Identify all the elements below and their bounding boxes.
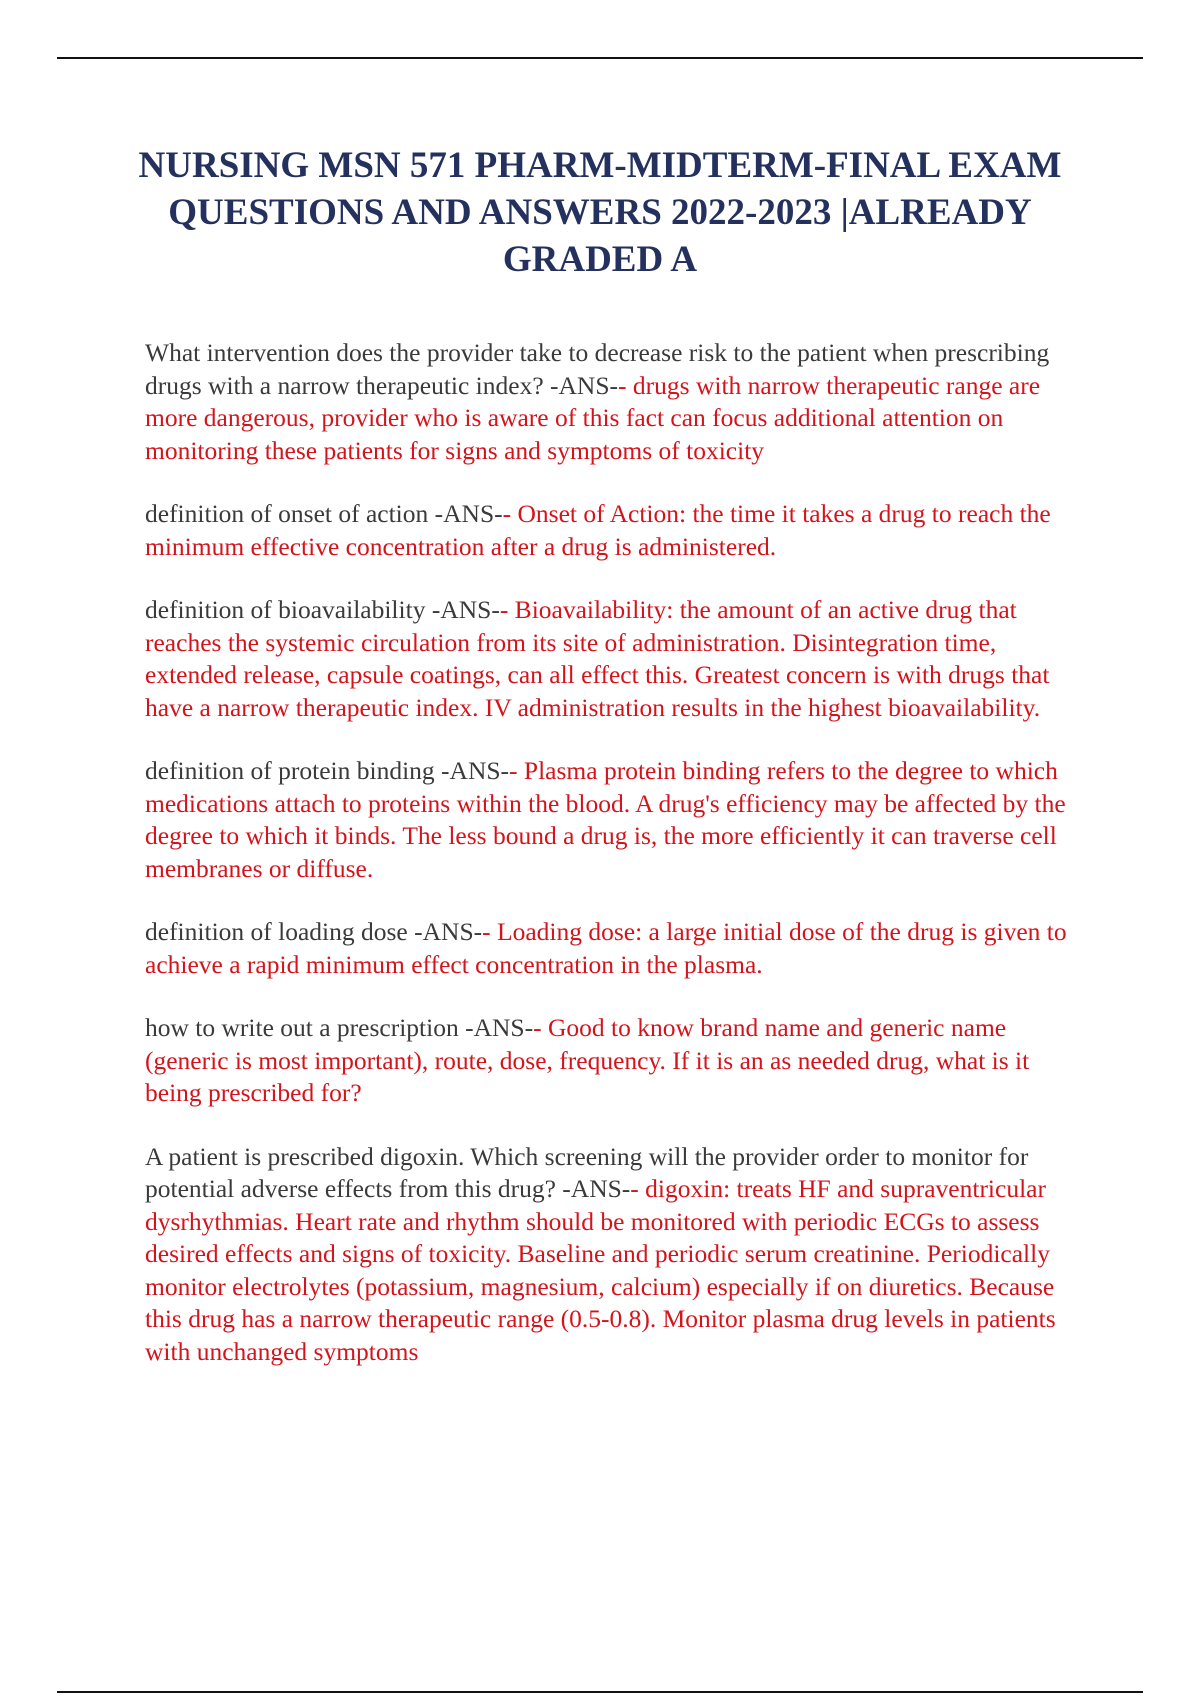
- question-text: definition of bioavailability -ANS-: [145, 595, 500, 624]
- answer-text: - drugs with narrow therapeutic range are more dangerous, provider who is aware of this fact can focus additional attention on monitoring these patients for signs and symptoms of toxicity: [145, 370, 1041, 465]
- qa-item: [145, 594, 1090, 724]
- answer-text: - Plasma protein binding refers to the degree to which medications attach to proteins within the blood. A drug's efficiency may be affected by the degree to which it binds. The less bound a drug is, the more efficiently it can traverse cell membranes or diffuse.: [145, 756, 1066, 883]
- qa-item: [145, 1141, 1090, 1369]
- answer-text: - Onset of Action: the time it takes a drug to reach the minimum effective concentration after a drug is administered.: [145, 499, 1051, 561]
- qa-item: [145, 755, 1090, 885]
- page-title: NURSING MSN 571 PHARM-MIDTERM-FINAL EXAM QUESTIONS AND ANSWERS 2022-2023 |ALREADY GRADED A: [138, 145, 1062, 280]
- question-text: A patient is prescribed digoxin. Which screening will the provider order to monitor for potential adverse effects from this drug? -ANS-: [145, 1141, 1029, 1203]
- answer-text: - Bioavailability: the amount of an active drug that reaches the systemic circulation from its site of administration. Disintegration time, extended release, capsule coatings, can all effect this. Greatest concern is with drugs that have a narrow therapeutic index. IV administration results in the highest bioavailability.: [145, 595, 1050, 722]
- question-text: how to write out a prescription -ANS-: [145, 1013, 534, 1042]
- header-rule: [57, 57, 1143, 59]
- qa-item: [145, 916, 1090, 981]
- qa-list: [145, 337, 1090, 1399]
- question-text: definition of protein binding -ANS-: [145, 756, 510, 785]
- question-text: definition of loading dose -ANS-: [145, 917, 483, 946]
- answer-text: - Loading dose: a large initial dose of the drug is given to achieve a rapid minimum effect concentration in the plasma.: [145, 917, 1067, 979]
- question-text: What intervention does the provider take to decrease risk to the patient when prescribing drugs with a narrow therapeutic index? -ANS-: [145, 338, 1050, 400]
- qa-item: [145, 498, 1090, 563]
- footer-rule: [57, 1691, 1143, 1693]
- answer-text: - Good to know brand name and generic name (generic is most important), route, dose, frequency. If it is an as needed drug, what is it being prescribed for?: [145, 1013, 1030, 1107]
- answer-text: - digoxin: treats HF and supraventricular dysrhythmias. Heart rate and rhythm should be monitored with periodic ECGs to assess desired effects and signs of toxicity. Baseline and periodic serum creatinine. Periodically monitor electrolytes (potassium, magnesium, calcium) especially if on diuretics. Because this drug has a narrow therapeutic range (0.5-0.8). Monitor plasma drug levels in patients with unchanged symptoms: [145, 1174, 1056, 1366]
- qa-item: [145, 1012, 1090, 1110]
- qa-item: [145, 337, 1090, 467]
- question-text: definition of onset of action -ANS-: [145, 499, 503, 528]
